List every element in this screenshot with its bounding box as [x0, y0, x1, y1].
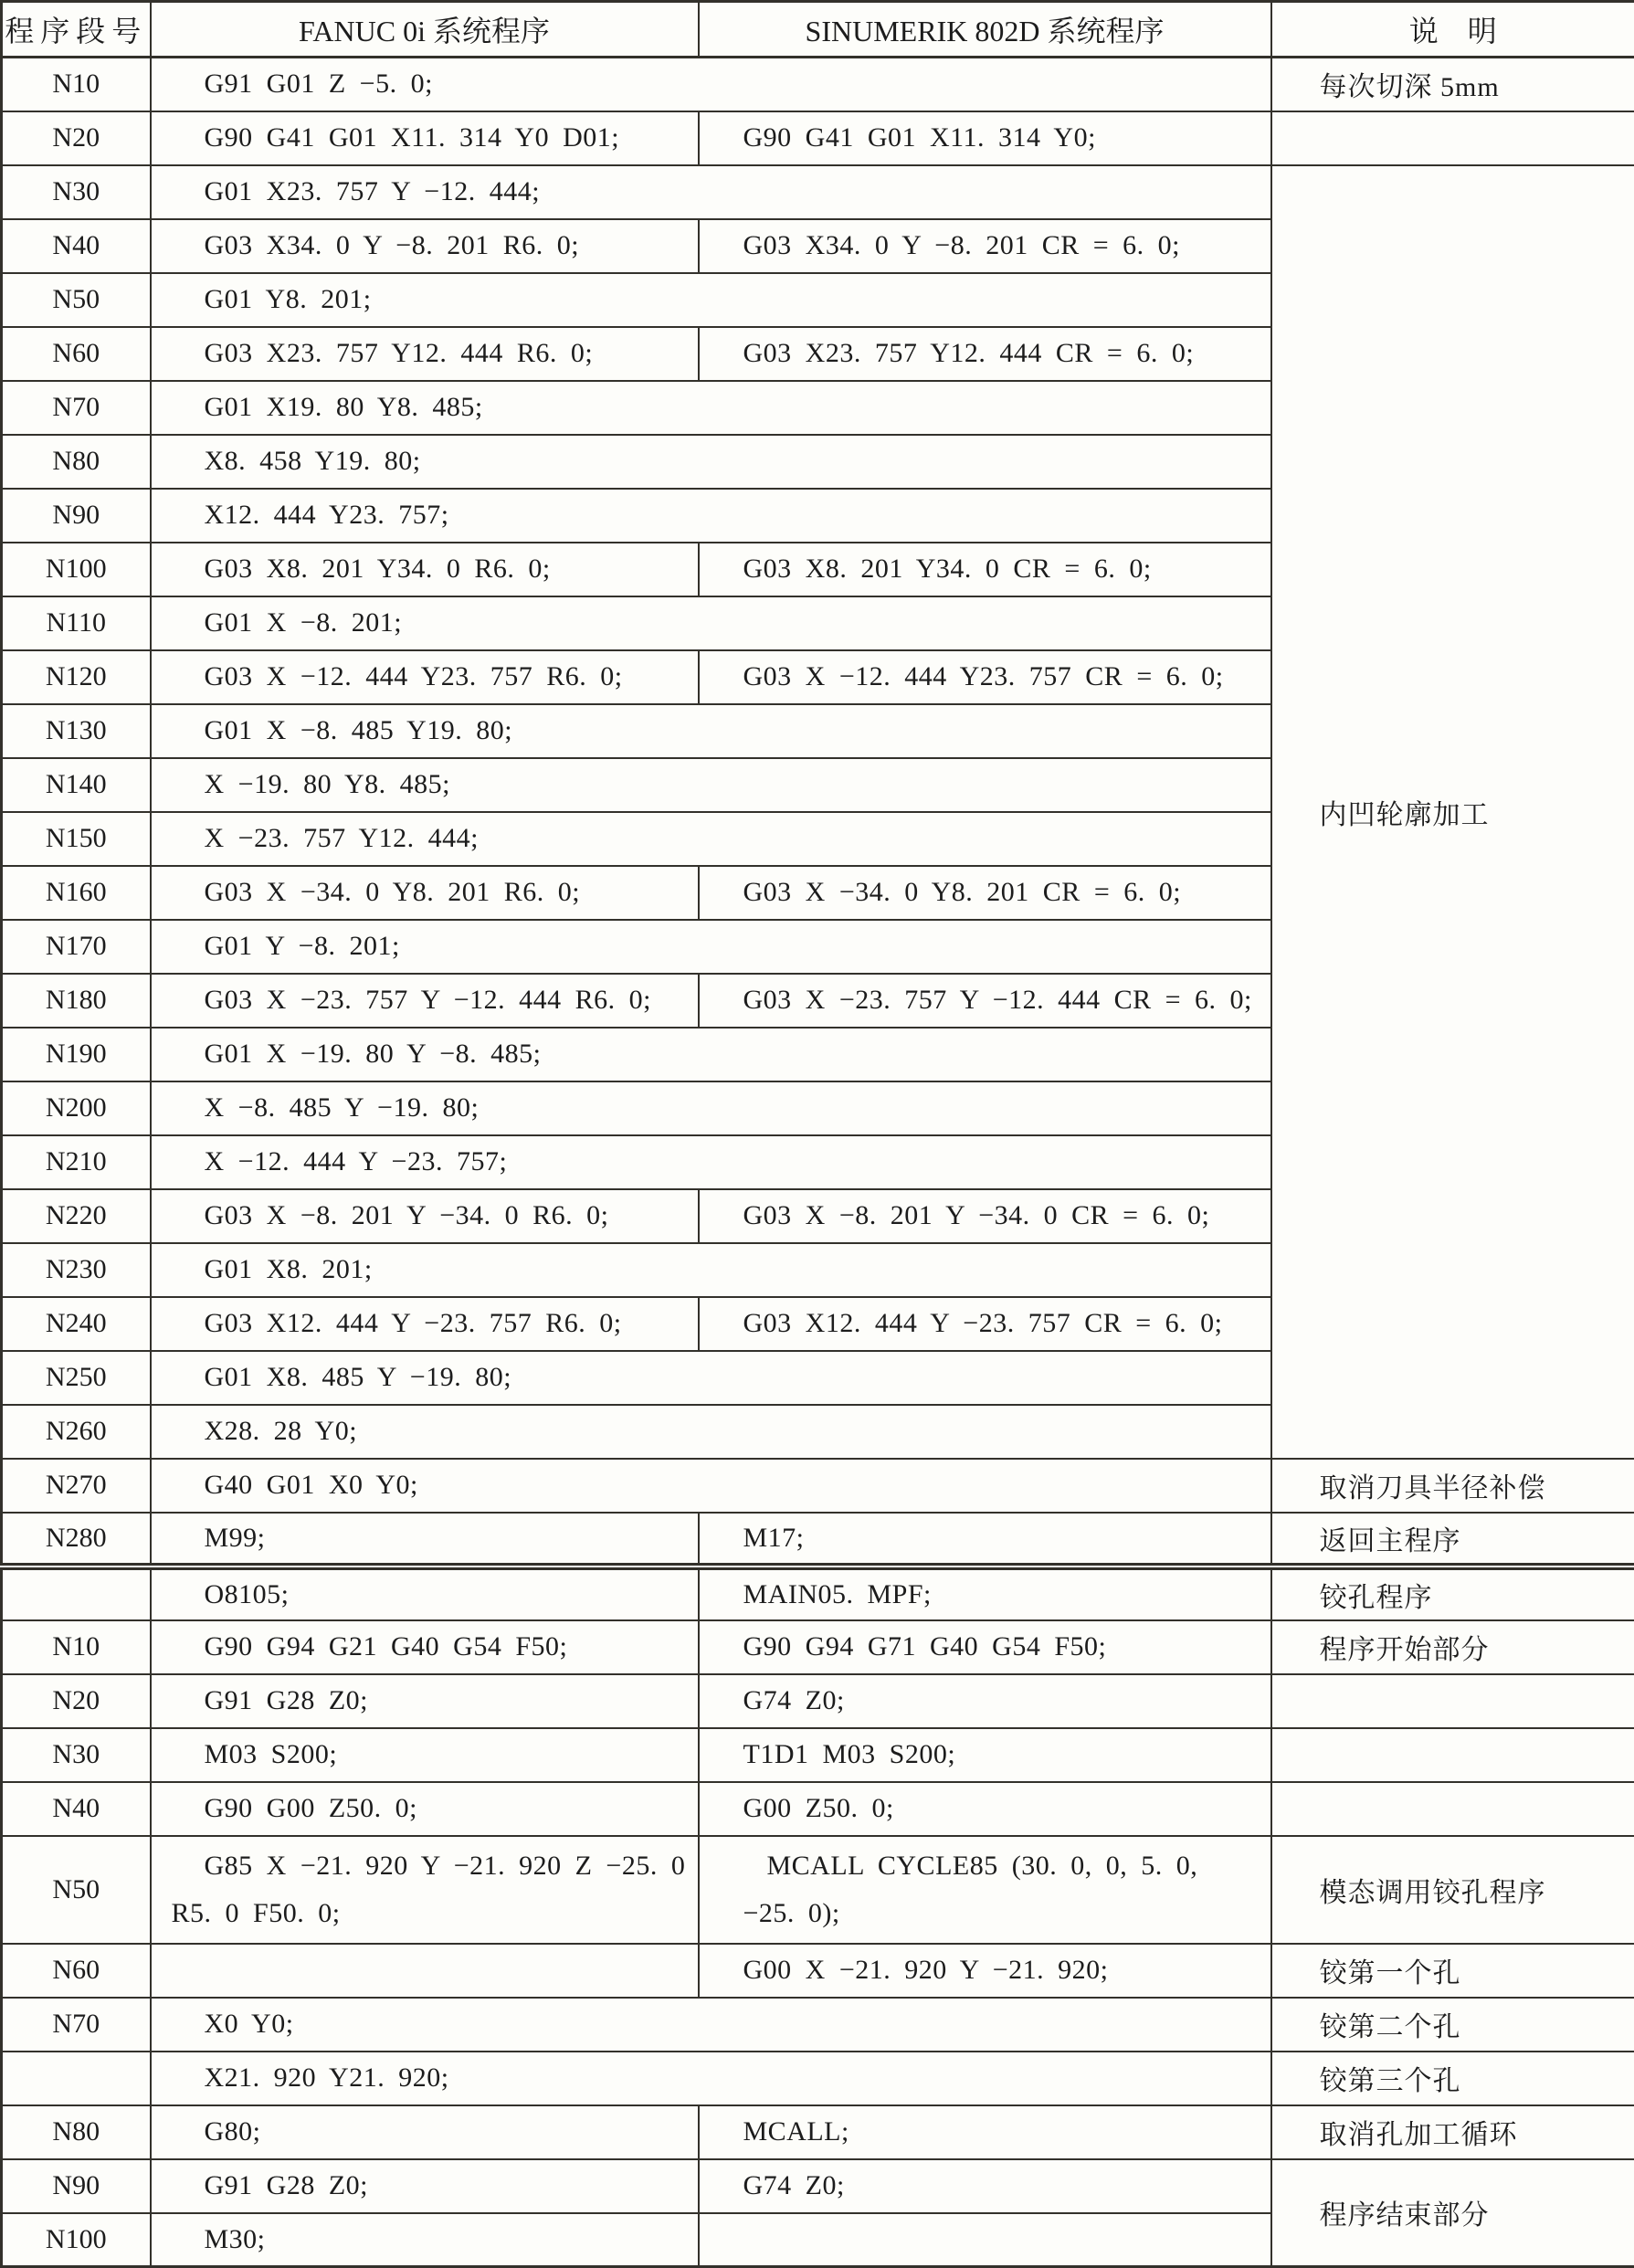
block-number-cell: N90 [2, 489, 151, 543]
note-cell: 程序结束部分 [1271, 2159, 1634, 2267]
sinumerik-code-cell: G90 G41 G01 X11. 314 Y0; [699, 111, 1271, 165]
table-body [2, 58, 1634, 2267]
fanuc-code-cell: G91 G01 Z −5. 0; [151, 58, 1271, 111]
sinumerik-code-cell: G03 X −12. 444 Y23. 757 CR = 6. 0; [699, 650, 1271, 704]
fanuc-code-cell: G80; [151, 2105, 699, 2159]
sinumerik-code-cell: G74 Z0; [699, 2159, 1271, 2213]
block-number-cell: N120 [2, 650, 151, 704]
block-number-cell: N100 [2, 543, 151, 596]
block-number-cell: N230 [2, 1243, 151, 1297]
fanuc-code-cell: X −12. 444 Y −23. 757; [151, 1135, 1271, 1189]
fanuc-code-cell: G91 G28 Z0; [151, 1674, 699, 1728]
header-row [2, 2, 1634, 58]
fanuc-code-cell: G03 X −23. 757 Y −12. 444 R6. 0; [151, 974, 699, 1028]
fanuc-code-cell: M99; [151, 1513, 699, 1567]
block-number-cell [2, 1567, 151, 1620]
fanuc-code-cell: G40 G01 X0 Y0; [151, 1459, 1271, 1513]
block-number-cell: N20 [2, 1674, 151, 1728]
block-number-cell: N50 [2, 273, 151, 327]
fanuc-code-cell: G90 G41 G01 X11. 314 Y0 D01; [151, 111, 699, 165]
fanuc-code-cell: G01 X19. 80 Y8. 485; [151, 381, 1271, 435]
note-cell: 铰第一个孔 [1271, 1944, 1634, 1998]
table-row [2, 165, 1634, 219]
block-number-cell: N160 [2, 866, 151, 920]
note-cell: 程序开始部分 [1271, 1620, 1634, 1674]
table-row [2, 1674, 1634, 1728]
fanuc-code-cell: G01 X −8. 201; [151, 596, 1271, 650]
block-number-cell: N60 [2, 327, 151, 381]
fanuc-code-cell: X8. 458 Y19. 80; [151, 435, 1271, 489]
table-header [2, 2, 1634, 58]
sinumerik-code-cell: G03 X −34. 0 Y8. 201 CR = 6. 0; [699, 866, 1271, 920]
header-fanuc-program: FANUC 0i 系统程序 [151, 2, 699, 58]
table-row [2, 1728, 1634, 1782]
sinumerik-code-cell: G03 X34. 0 Y −8. 201 CR = 6. 0; [699, 219, 1271, 273]
note-cell: 铰第三个孔 [1271, 2052, 1634, 2105]
block-number-cell: N100 [2, 2213, 151, 2267]
fanuc-code-cell: G01 X −19. 80 Y −8. 485; [151, 1028, 1271, 1081]
table-row [2, 1459, 1634, 1513]
fanuc-code-cell: G91 G28 Z0; [151, 2159, 699, 2213]
fanuc-code-cell: G01 Y8. 201; [151, 273, 1271, 327]
block-number-cell: N10 [2, 58, 151, 111]
table-row [2, 1620, 1634, 1674]
fanuc-code-cell: X0 Y0; [151, 1998, 1271, 2052]
header-remarks: 说 明 [1271, 2, 1634, 58]
table-row [2, 2159, 1634, 2213]
note-cell: 取消刀具半径补偿 [1271, 1459, 1634, 1513]
table-row [2, 1998, 1634, 2052]
note-cell: 模态调用铰孔程序 [1271, 1836, 1634, 1944]
note-cell [1271, 111, 1634, 165]
fanuc-code-cell: G03 X12. 444 Y −23. 757 R6. 0; [151, 1297, 699, 1351]
block-number-cell: N20 [2, 111, 151, 165]
block-number-cell: N200 [2, 1081, 151, 1135]
fanuc-code-cell: G01 X −8. 485 Y19. 80; [151, 704, 1271, 758]
fanuc-code-cell: M03 S200; [151, 1728, 699, 1782]
fanuc-code-cell: X21. 920 Y21. 920; [151, 2052, 1271, 2105]
block-number-cell: N150 [2, 812, 151, 866]
sinumerik-code-cell: G03 X −23. 757 Y −12. 444 CR = 6. 0; [699, 974, 1271, 1028]
sinumerik-code-cell: MCALL; [699, 2105, 1271, 2159]
fanuc-code-cell: X −8. 485 Y −19. 80; [151, 1081, 1271, 1135]
block-number-cell: N140 [2, 758, 151, 812]
table-row [2, 111, 1634, 165]
sinumerik-code-cell: M17; [699, 1513, 1271, 1567]
header-sinumerik-program: SINUMERIK 802D 系统程序 [699, 2, 1271, 58]
fanuc-code-cell: G01 X8. 201; [151, 1243, 1271, 1297]
block-number-cell: N50 [2, 1836, 151, 1944]
fanuc-code-cell: G03 X −34. 0 Y8. 201 R6. 0; [151, 866, 699, 920]
sinumerik-code-cell: G00 X −21. 920 Y −21. 920; [699, 1944, 1271, 1998]
block-number-cell: N180 [2, 974, 151, 1028]
fanuc-code-cell [151, 1944, 699, 1998]
fanuc-code-cell: G03 X34. 0 Y −8. 201 R6. 0; [151, 219, 699, 273]
fanuc-code-cell: X −19. 80 Y8. 485; [151, 758, 1271, 812]
block-number-cell: N250 [2, 1351, 151, 1405]
note-cell [1271, 1728, 1634, 1782]
note-cell: 返回主程序 [1271, 1513, 1634, 1567]
sinumerik-code-cell: MCALL CYCLE85 (30. 0, 0, 5. 0, −25. 0); [699, 1836, 1271, 1944]
table-row [2, 1513, 1634, 1567]
block-number-cell: N280 [2, 1513, 151, 1567]
block-number-cell [2, 2052, 151, 2105]
table-row [2, 1836, 1634, 1944]
block-number-cell: N170 [2, 920, 151, 974]
block-number-cell: N240 [2, 1297, 151, 1351]
sinumerik-code-cell: MAIN05. MPF; [699, 1567, 1271, 1620]
note-cell: 取消孔加工循环 [1271, 2105, 1634, 2159]
fanuc-code-cell: G03 X −8. 201 Y −34. 0 R6. 0; [151, 1189, 699, 1243]
fanuc-code-cell: G01 X8. 485 Y −19. 80; [151, 1351, 1271, 1405]
fanuc-code-cell: G90 G94 G21 G40 G54 F50; [151, 1620, 699, 1674]
table-row [2, 1782, 1634, 1836]
sinumerik-code-cell [699, 2213, 1271, 2267]
table-row [2, 1944, 1634, 1998]
table-row [2, 2052, 1634, 2105]
block-number-cell: N70 [2, 381, 151, 435]
sinumerik-code-cell: G03 X12. 444 Y −23. 757 CR = 6. 0; [699, 1297, 1271, 1351]
block-number-cell: N90 [2, 2159, 151, 2213]
note-cell [1271, 1674, 1634, 1728]
block-number-cell: N30 [2, 1728, 151, 1782]
fanuc-code-cell: G03 X8. 201 Y34. 0 R6. 0; [151, 543, 699, 596]
fanuc-code-cell: G85 X −21. 920 Y −21. 920 Z −25. 0 R5. 0 F50. 0; [151, 1836, 699, 1944]
fanuc-code-cell: X −23. 757 Y12. 444; [151, 812, 1271, 866]
sinumerik-code-cell: T1D1 M03 S200; [699, 1728, 1271, 1782]
fanuc-code-cell: G90 G00 Z50. 0; [151, 1782, 699, 1836]
fanuc-code-cell: X28. 28 Y0; [151, 1405, 1271, 1459]
block-number-cell: N190 [2, 1028, 151, 1081]
fanuc-code-cell: M30; [151, 2213, 699, 2267]
block-number-cell: N80 [2, 2105, 151, 2159]
sinumerik-code-cell: G03 X23. 757 Y12. 444 CR = 6. 0; [699, 327, 1271, 381]
block-number-cell: N260 [2, 1405, 151, 1459]
note-cell: 每次切深 5mm [1271, 58, 1634, 111]
note-cell: 铰孔程序 [1271, 1567, 1634, 1620]
sinumerik-code-cell: G03 X8. 201 Y34. 0 CR = 6. 0; [699, 543, 1271, 596]
fanuc-code-cell: G03 X23. 757 Y12. 444 R6. 0; [151, 327, 699, 381]
block-number-cell: N220 [2, 1189, 151, 1243]
fanuc-code-cell: G03 X −12. 444 Y23. 757 R6. 0; [151, 650, 699, 704]
table-row [2, 1567, 1634, 1620]
block-number-cell: N60 [2, 1944, 151, 1998]
sinumerik-code-cell: G74 Z0; [699, 1674, 1271, 1728]
sinumerik-code-cell: G00 Z50. 0; [699, 1782, 1271, 1836]
header-block-number: 程序段号 [2, 2, 151, 58]
block-number-cell: N70 [2, 1998, 151, 2052]
table-row [2, 58, 1634, 111]
block-number-cell: N110 [2, 596, 151, 650]
block-number-cell: N40 [2, 1782, 151, 1836]
block-number-cell: N30 [2, 165, 151, 219]
block-number-cell: N80 [2, 435, 151, 489]
note-cell [1271, 1782, 1634, 1836]
block-number-cell: N40 [2, 219, 151, 273]
block-number-cell: N210 [2, 1135, 151, 1189]
fanuc-code-cell: O8105; [151, 1567, 699, 1620]
fanuc-code-cell: G01 X23. 757 Y −12. 444; [151, 165, 1271, 219]
fanuc-code-cell: G01 Y −8. 201; [151, 920, 1271, 974]
sinumerik-code-cell: G90 G94 G71 G40 G54 F50; [699, 1620, 1271, 1674]
fanuc-code-cell: X12. 444 Y23. 757; [151, 489, 1271, 543]
block-number-cell: N130 [2, 704, 151, 758]
block-number-cell: N10 [2, 1620, 151, 1674]
note-cell: 铰第二个孔 [1271, 1998, 1634, 2052]
sinumerik-code-cell: G03 X −8. 201 Y −34. 0 CR = 6. 0; [699, 1189, 1271, 1243]
note-cell: 内凹轮廓加工 [1271, 165, 1634, 1459]
block-number-cell: N270 [2, 1459, 151, 1513]
table-row [2, 2105, 1634, 2159]
